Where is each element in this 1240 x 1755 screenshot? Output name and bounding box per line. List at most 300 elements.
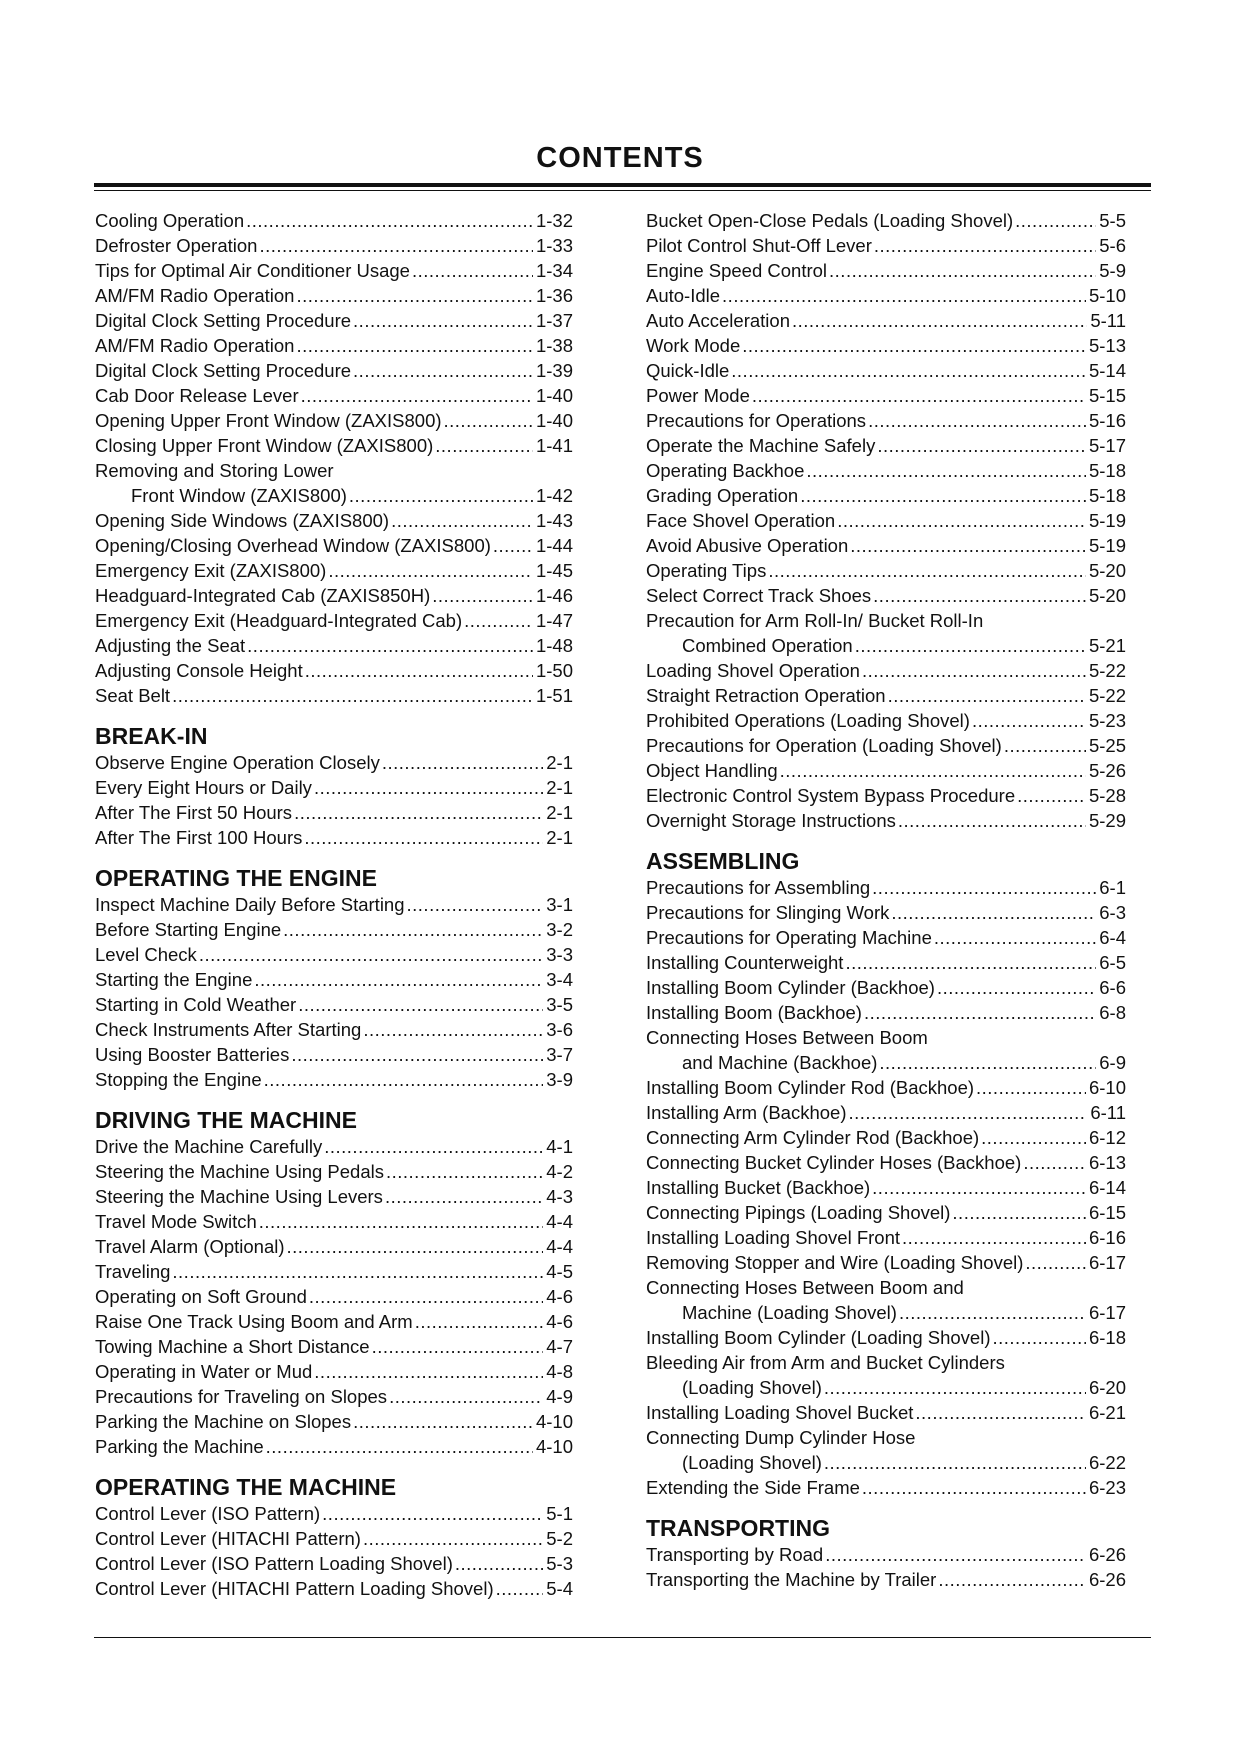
- toc-entry-page: 6-21: [1088, 1402, 1126, 1423]
- toc-entry-title: Every Eight Hours or Daily: [95, 777, 312, 798]
- toc-entry: [646, 1475, 1126, 1500]
- toc-entry-page: 5-3: [546, 1553, 573, 1574]
- toc-entry-title: Control Lever (ISO Pattern): [95, 1503, 321, 1524]
- toc-entry-page: 6-13: [1088, 1152, 1126, 1173]
- dot-leader: [301, 383, 533, 408]
- toc-entry-title: Steering the Machine Using Levers: [95, 1186, 383, 1207]
- toc-entry-title: Digital Clock Setting Procedure: [95, 310, 352, 331]
- toc-entry: [646, 333, 1126, 358]
- toc-entry-page: 3-4: [546, 969, 573, 990]
- dot-leader: [254, 967, 543, 992]
- header-rule-thick: [94, 183, 1151, 187]
- toc-entry-page: 5-26: [1088, 760, 1126, 781]
- toc-entry-page: 4-10: [535, 1436, 573, 1457]
- toc-entry: [95, 1409, 573, 1434]
- toc-entry: [646, 1250, 1126, 1275]
- toc-entry-title: Precautions for Assembling: [646, 877, 871, 898]
- toc-entry: [646, 208, 1126, 233]
- toc-entry-title: Operating on Soft Ground: [95, 1286, 307, 1307]
- toc-entry-title: Overnight Storage Instructions: [646, 810, 896, 831]
- toc-entry-title: (Loading Shovel): [682, 1377, 822, 1398]
- toc-entry-page: 1-39: [535, 360, 573, 381]
- toc-entry-page: 5-17: [1088, 435, 1126, 456]
- toc-entry-page: 1-32: [535, 210, 573, 231]
- toc-entry-page: 1-41: [535, 435, 573, 456]
- toc-entry-page: 6-18: [1088, 1327, 1126, 1348]
- toc-entry-title: Adjusting Console Height: [95, 660, 303, 681]
- toc-entry: [646, 1300, 1126, 1325]
- toc-entry-page: 2-1: [546, 802, 573, 823]
- toc-entry-page: 6-20: [1088, 1377, 1126, 1398]
- toc-entry: [646, 233, 1126, 258]
- toc-entry: [646, 258, 1126, 283]
- toc-entry-page: 4-5: [546, 1261, 573, 1282]
- dot-leader: [1023, 1150, 1086, 1175]
- dot-leader: [385, 1184, 543, 1209]
- dot-leader: [864, 1000, 1096, 1025]
- toc-entry-page: 1-42: [535, 485, 573, 506]
- toc-entry-title: Connecting Pipings (Loading Shovel): [646, 1202, 951, 1223]
- dot-leader: [877, 433, 1086, 458]
- toc-entry-title: Digital Clock Setting Procedure: [95, 360, 352, 381]
- dot-leader: [259, 1209, 543, 1234]
- toc-entry: [646, 1325, 1126, 1350]
- dot-leader: [298, 992, 543, 1017]
- toc-entry-title: Precautions for Operations: [646, 410, 867, 431]
- toc-entry: [95, 508, 573, 533]
- toc-entry-page: 3-1: [546, 894, 573, 915]
- toc-entry: [646, 925, 1126, 950]
- toc-entry-title: Opening/Closing Overhead Window (ZAXIS800): [95, 535, 491, 556]
- toc-entry-title: Installing Boom Cylinder (Loading Shovel): [646, 1327, 991, 1348]
- toc-entry: [95, 892, 573, 917]
- toc-entry: [646, 808, 1126, 833]
- toc-entry: [646, 533, 1126, 558]
- header-rule-thin: [94, 190, 1151, 191]
- dot-leader: [768, 558, 1086, 583]
- toc-entry: [95, 283, 573, 308]
- toc-entry: [95, 308, 573, 333]
- dot-leader: [873, 583, 1086, 608]
- toc-entry: [95, 917, 573, 942]
- dot-leader: [172, 683, 533, 708]
- toc-entry-title: Emergency Exit (ZAXIS800): [95, 560, 327, 581]
- toc-entry-title: Headguard-Integrated Cab (ZAXIS850H): [95, 585, 431, 606]
- toc-entry: [646, 1375, 1126, 1400]
- dot-leader: [412, 258, 533, 283]
- dot-leader: [287, 1234, 544, 1259]
- dot-leader: [264, 1067, 544, 1092]
- toc-entry: [646, 658, 1126, 683]
- toc-entry: [95, 967, 573, 992]
- toc-entry: [95, 1284, 573, 1309]
- toc-entry-page: 4-6: [546, 1286, 573, 1307]
- toc-entry: [646, 608, 1126, 633]
- toc-entry-page: 6-16: [1088, 1227, 1126, 1248]
- toc-entry-page: 5-10: [1088, 285, 1126, 306]
- toc-entry: [646, 583, 1126, 608]
- dot-leader: [353, 1409, 533, 1434]
- dot-leader: [862, 658, 1086, 683]
- toc-entry-title: Raise One Track Using Boom and Arm: [95, 1311, 413, 1332]
- dot-leader: [172, 1259, 543, 1284]
- toc-left-column: [95, 208, 573, 1601]
- toc-entry-page: 5-22: [1088, 660, 1126, 681]
- dot-leader: [874, 233, 1096, 258]
- toc-entry-page: 6-14: [1088, 1177, 1126, 1198]
- dot-leader: [389, 1384, 543, 1409]
- toc-entry: [95, 825, 573, 850]
- toc-entry-title: Engine Speed Control: [646, 260, 828, 281]
- toc-entry: [95, 1551, 573, 1576]
- toc-entry: [646, 1350, 1126, 1375]
- toc-entry: [646, 1225, 1126, 1250]
- toc-entry: [646, 283, 1126, 308]
- dot-leader: [891, 900, 1096, 925]
- toc-entry-title: Electronic Control System Bypass Procedure: [646, 785, 1016, 806]
- toc-entry: [646, 1542, 1126, 1567]
- toc-entry-page: 5-22: [1088, 685, 1126, 706]
- dot-leader: [915, 1400, 1086, 1425]
- dot-leader: [993, 1325, 1086, 1350]
- toc-entry-title: Emergency Exit (Headguard-Integrated Cab): [95, 610, 463, 631]
- toc-entry-page: 1-40: [535, 385, 573, 406]
- toc-entry: [95, 533, 573, 558]
- dot-leader: [902, 1225, 1086, 1250]
- toc-entry-page: 6-6: [1099, 977, 1126, 998]
- footer-rule: [94, 1637, 1151, 1638]
- dot-leader: [792, 308, 1087, 333]
- toc-entry-page: 5-29: [1088, 810, 1126, 831]
- toc-entry: [95, 358, 573, 383]
- toc-entry: [646, 1450, 1126, 1475]
- toc-entry-title: Control Lever (ISO Pattern Loading Shovel): [95, 1553, 453, 1574]
- toc-entry-page: 6-3: [1099, 902, 1126, 923]
- toc-entry-title: Machine (Loading Shovel): [682, 1302, 897, 1323]
- dot-leader: [309, 1284, 543, 1309]
- toc-entry: [646, 1050, 1126, 1075]
- toc-entry: [646, 633, 1126, 658]
- toc-entry: [95, 433, 573, 458]
- toc-entry: [646, 1200, 1126, 1225]
- toc-entry-title: Travel Alarm (Optional): [95, 1236, 285, 1257]
- toc-entry-title: Connecting Hoses Between Boom: [646, 1027, 928, 1048]
- dot-leader: [266, 1434, 533, 1459]
- dot-leader: [742, 333, 1086, 358]
- dot-leader: [825, 1542, 1086, 1567]
- toc-entry-page: 5-5: [1099, 210, 1126, 231]
- toc-entry-page: 6-12: [1088, 1127, 1126, 1148]
- toc-entry-title: Using Booster Batteries: [95, 1044, 290, 1065]
- toc-entry: [646, 1025, 1126, 1050]
- dot-leader: [444, 408, 533, 433]
- dot-leader: [800, 483, 1086, 508]
- dot-leader: [349, 483, 533, 508]
- toc-entry-page: 5-21: [1088, 635, 1126, 656]
- toc-entry-page: 5-2: [546, 1528, 573, 1549]
- dot-leader: [432, 583, 533, 608]
- toc-entry: [95, 1234, 573, 1259]
- toc-entry: [646, 1175, 1126, 1200]
- toc-entry-title: Operating in Water or Mud: [95, 1361, 313, 1382]
- toc-entry-page: 6-26: [1088, 1569, 1126, 1590]
- dot-leader: [296, 283, 533, 308]
- toc-entry-title: Inspect Machine Daily Before Starting: [95, 894, 405, 915]
- dot-leader: [862, 1475, 1086, 1500]
- toc-entry: [95, 750, 573, 775]
- dot-leader: [314, 1359, 543, 1384]
- toc-entry-page: 1-43: [535, 510, 573, 531]
- toc-entry: [95, 258, 573, 283]
- toc-entry: [646, 1425, 1126, 1450]
- dot-leader: [1015, 208, 1096, 233]
- toc-entry-title: Opening Upper Front Window (ZAXIS800): [95, 410, 442, 431]
- dot-leader: [353, 308, 533, 333]
- toc-entry: [646, 900, 1126, 925]
- dot-leader: [247, 633, 533, 658]
- toc-entry-title: Bleeding Air from Arm and Bucket Cylinders: [646, 1352, 1005, 1373]
- dot-leader: [407, 892, 544, 917]
- toc-entry-title: Installing Loading Shovel Bucket: [646, 1402, 914, 1423]
- toc-entry: [95, 333, 573, 358]
- dot-leader: [305, 658, 533, 683]
- toc-entry: [646, 508, 1126, 533]
- toc-entry-page: 6-23: [1088, 1477, 1126, 1498]
- toc-entry: [646, 358, 1126, 383]
- dot-leader: [493, 533, 533, 558]
- toc-entry-title: Parking the Machine on Slopes: [95, 1411, 352, 1432]
- toc-entry-page: 1-50: [535, 660, 573, 681]
- toc-entry-page: 6-8: [1099, 1002, 1126, 1023]
- dot-leader: [464, 608, 533, 633]
- dot-leader: [934, 925, 1096, 950]
- toc-entry-page: 6-17: [1088, 1302, 1126, 1323]
- toc-entry-page: 4-2: [546, 1161, 573, 1182]
- toc-entry-title: Precaution for Arm Roll-In/ Bucket Roll-In: [646, 610, 984, 631]
- dot-leader: [291, 1042, 543, 1067]
- dot-leader: [259, 233, 533, 258]
- dot-leader: [837, 508, 1086, 533]
- toc-entry-title: Seat Belt: [95, 685, 171, 706]
- toc-section-heading: ASSEMBLING: [646, 848, 800, 874]
- toc-entry: [646, 1567, 1126, 1592]
- toc-entry-page: 2-1: [546, 827, 573, 848]
- toc-entry-page: 5-25: [1088, 735, 1126, 756]
- toc-entry-title: Installing Boom Cylinder (Backhoe): [646, 977, 935, 998]
- toc-entry: [95, 658, 573, 683]
- toc-entry-title: Precautions for Traveling on Slopes: [95, 1386, 388, 1407]
- toc-entry-title: Transporting by Road: [646, 1544, 824, 1565]
- toc-entry: [646, 708, 1126, 733]
- toc-entry-page: 1-47: [535, 610, 573, 631]
- toc-entry-title: Travel Mode Switch: [95, 1211, 257, 1232]
- toc-entry-page: 6-5: [1099, 952, 1126, 973]
- dot-leader: [938, 1567, 1086, 1592]
- toc-entry-title: Front Window (ZAXIS800): [131, 485, 347, 506]
- toc-entry-page: 4-9: [546, 1386, 573, 1407]
- toc-entry-title: Connecting Dump Cylinder Hose: [646, 1427, 916, 1448]
- toc-entry: [646, 558, 1126, 583]
- toc-entry-title: Adjusting the Seat: [95, 635, 246, 656]
- dot-leader: [363, 1526, 543, 1551]
- dot-leader: [324, 1134, 543, 1159]
- toc-entry-title: AM/FM Radio Operation: [95, 335, 295, 356]
- toc-entry-title: Operating Tips: [646, 560, 767, 581]
- toc-section-heading: OPERATING THE ENGINE: [95, 865, 377, 891]
- toc-entry: [646, 975, 1126, 1000]
- toc-entry: [646, 483, 1126, 508]
- toc-entry-page: 1-38: [535, 335, 573, 356]
- toc-entry-title: Tips for Optimal Air Conditioner Usage: [95, 260, 410, 281]
- dot-leader: [952, 1200, 1086, 1225]
- toc-entry: [95, 1526, 573, 1551]
- toc-entry: [95, 633, 573, 658]
- toc-entry-title: Straight Retraction Operation: [646, 685, 886, 706]
- dot-leader: [283, 917, 543, 942]
- toc-entry-title: Extending the Side Frame: [646, 1477, 860, 1498]
- toc-entry-page: 1-51: [535, 685, 573, 706]
- toc-entry-title: Installing Boom Cylinder Rod (Backhoe): [646, 1077, 975, 1098]
- toc-entry: [646, 733, 1126, 758]
- toc-entry: [95, 800, 573, 825]
- toc-entry: [95, 233, 573, 258]
- toc-entry-title: (Loading Shovel): [682, 1452, 822, 1473]
- toc-entry-title: Combined Operation: [682, 635, 853, 656]
- toc-entry-title: Traveling: [95, 1261, 171, 1282]
- toc-entry: [95, 1501, 573, 1526]
- toc-entry-title: Auto Acceleration: [646, 310, 790, 331]
- toc-entry-title: Installing Bucket (Backhoe): [646, 1177, 871, 1198]
- toc-entry-page: 3-3: [546, 944, 573, 965]
- toc-entry-title: Object Handling: [646, 760, 778, 781]
- toc-entry: [95, 483, 573, 508]
- toc-entry-title: Connecting Bucket Cylinder Hoses (Backhoe): [646, 1152, 1022, 1173]
- toc-entry-page: 3-5: [546, 994, 573, 1015]
- dot-leader: [976, 1075, 1086, 1100]
- toc-entry-title: Bucket Open-Close Pedals (Loading Shovel): [646, 210, 1014, 231]
- toc-entry-page: 5-28: [1088, 785, 1126, 806]
- toc-entry-page: 4-7: [546, 1336, 573, 1357]
- toc-entry-page: 6-22: [1088, 1452, 1126, 1473]
- toc-entry-title: After The First 50 Hours: [95, 802, 293, 823]
- toc-entry-title: Cooling Operation: [95, 210, 245, 231]
- toc-entry-page: 6-15: [1088, 1202, 1126, 1223]
- toc-entry-title: Operating Backhoe: [646, 460, 805, 481]
- toc-entry-page: 6-9: [1099, 1052, 1126, 1073]
- dot-leader: [372, 1334, 544, 1359]
- toc-entry: [646, 458, 1126, 483]
- dot-leader: [888, 683, 1086, 708]
- toc-entry: [646, 1075, 1126, 1100]
- toc-entry-title: Installing Arm (Backhoe): [646, 1102, 847, 1123]
- toc-entry: [95, 1384, 573, 1409]
- toc-entry-title: Opening Side Windows (ZAXIS800): [95, 510, 390, 531]
- toc-entry-page: 4-1: [546, 1136, 573, 1157]
- toc-entry: [95, 1042, 573, 1067]
- toc-entry: [646, 783, 1126, 808]
- dot-leader: [972, 708, 1086, 733]
- toc-entry: [95, 583, 573, 608]
- toc-entry-title: Transporting the Machine by Trailer: [646, 1569, 937, 1590]
- toc-entry-title: Connecting Hoses Between Boom and: [646, 1277, 964, 1298]
- toc-entry-page: 5-6: [1099, 235, 1126, 256]
- toc-entry-page: 6-17: [1088, 1252, 1126, 1273]
- dot-leader: [806, 458, 1086, 483]
- dot-leader: [981, 1125, 1086, 1150]
- toc-entry-page: 5-15: [1088, 385, 1126, 406]
- toc-entry-title: Connecting Arm Cylinder Rod (Backhoe): [646, 1127, 980, 1148]
- dot-leader: [872, 1175, 1086, 1200]
- toc-entry: [95, 1209, 573, 1234]
- toc-entry-page: 5-19: [1088, 510, 1126, 531]
- dot-leader: [294, 800, 543, 825]
- toc-entry-page: 5-14: [1088, 360, 1126, 381]
- toc-entry-page: 1-44: [535, 535, 573, 556]
- toc-entry-page: 4-10: [535, 1411, 573, 1432]
- toc-entry: [95, 1309, 573, 1334]
- dot-leader: [829, 258, 1096, 283]
- toc-entry: [646, 950, 1126, 975]
- toc-entry: [95, 1359, 573, 1384]
- dot-leader: [246, 208, 533, 233]
- toc-entry-page: 5-18: [1088, 485, 1126, 506]
- toc-entry: [646, 308, 1126, 333]
- toc-entry-title: Installing Boom (Backhoe): [646, 1002, 862, 1023]
- toc-entry: [95, 1134, 573, 1159]
- toc-section-heading: TRANSPORTING: [646, 1515, 830, 1541]
- toc-entry: [95, 1576, 573, 1601]
- dot-leader: [824, 1450, 1086, 1475]
- toc-entry-title: Precautions for Operation (Loading Shovel): [646, 735, 1002, 756]
- page-title: CONTENTS: [536, 142, 704, 174]
- toc-entry-page: 3-9: [546, 1069, 573, 1090]
- toc-entry: [646, 383, 1126, 408]
- toc-entry: [95, 408, 573, 433]
- toc-entry-page: 5-11: [1090, 310, 1126, 331]
- toc-entry-title: Pilot Control Shut-Off Lever: [646, 235, 872, 256]
- toc-entry: [95, 775, 573, 800]
- toc-section-heading: BREAK-IN: [95, 723, 208, 749]
- toc-entry-page: 5-1: [546, 1503, 573, 1524]
- toc-entry-title: Avoid Abusive Operation: [646, 535, 849, 556]
- toc-entry-page: 6-26: [1088, 1544, 1126, 1565]
- dot-leader: [850, 533, 1086, 558]
- toc-entry-page: 1-45: [535, 560, 573, 581]
- toc-entry: [646, 1400, 1126, 1425]
- dot-leader: [382, 750, 543, 775]
- dot-leader: [322, 1501, 543, 1526]
- toc-entry-title: Defroster Operation: [95, 235, 258, 256]
- toc-entry-page: 1-48: [535, 635, 573, 656]
- toc-entry-page: 3-2: [546, 919, 573, 940]
- toc-entry: [646, 1100, 1126, 1125]
- dot-leader: [1025, 1250, 1086, 1275]
- dot-leader: [845, 950, 1096, 975]
- dot-leader: [199, 942, 543, 967]
- toc-entry: [95, 383, 573, 408]
- dot-leader: [455, 1551, 543, 1576]
- dot-leader: [1004, 733, 1086, 758]
- toc-entry: [646, 875, 1126, 900]
- dot-leader: [722, 283, 1086, 308]
- toc-entry-title: and Machine (Backhoe): [682, 1052, 878, 1073]
- dot-leader: [731, 358, 1086, 383]
- toc-entry-page: 1-34: [535, 260, 573, 281]
- toc-entry: [646, 1275, 1126, 1300]
- dot-leader: [415, 1309, 544, 1334]
- toc-entry: [95, 1017, 573, 1042]
- toc-entry: [95, 1184, 573, 1209]
